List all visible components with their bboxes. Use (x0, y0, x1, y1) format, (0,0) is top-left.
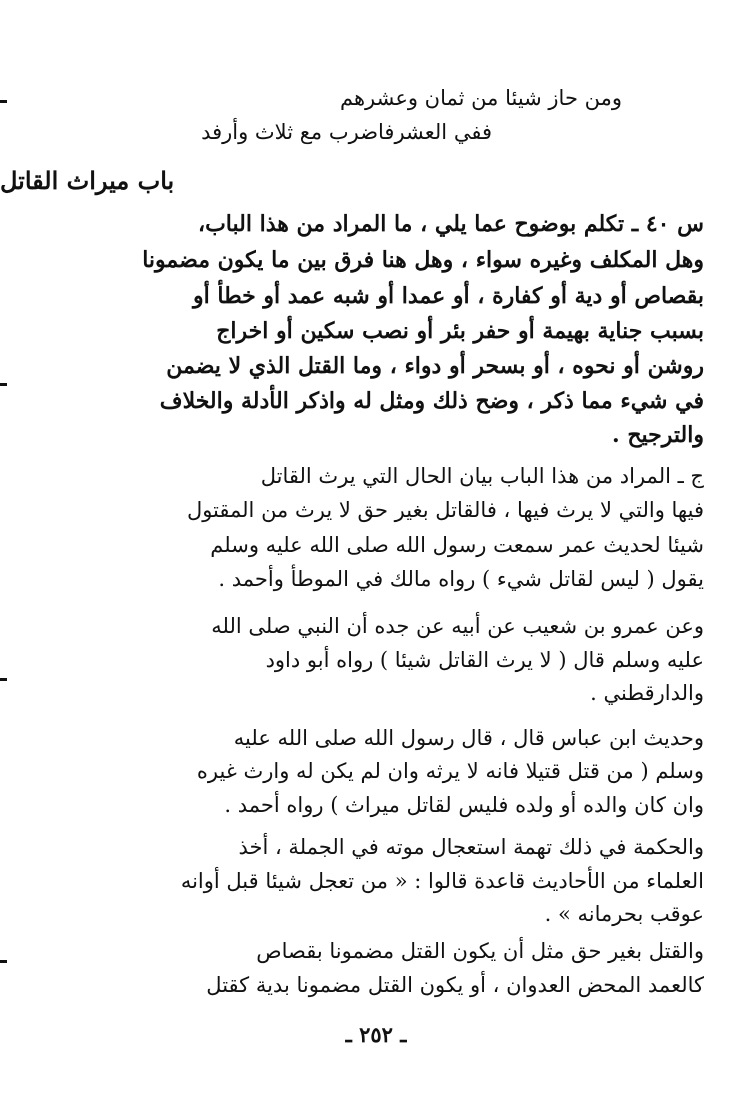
answer-line: كالعمد المحض العدوان ، أو يكون القتل مضمونا بدية كقتل (206, 973, 704, 997)
answer-line: والحكمة في ذلك تهمة استعجال موته في الجملة ، أخذ (238, 835, 704, 859)
answer-line: عوقب بحرمانه » . (544, 902, 704, 926)
margin-mark (0, 383, 7, 386)
poem-line-1: ومن حاز شيئا من ثمان وعشرهم (339, 86, 622, 110)
answer-line: شيئا لحديث عمر سمعت رسول الله صلى الله عليه وسلم (210, 533, 704, 557)
question-line: بقصاص أو دية أو كفارة ، أو عمدا أو شبه عمد أو خطأ أو (192, 283, 704, 309)
section-title: باب ميراث القاتل (0, 166, 175, 195)
question-line: س ٤٠ ـ تكلم بوضوح عما يلي ، ما المراد من هذا الباب، (197, 211, 704, 237)
question-line: والترجيح . (612, 422, 704, 448)
answer-line: والدارقطني . (590, 681, 704, 705)
page-number: ـ ٢٥٢ ـ (345, 1022, 407, 1047)
question-line: في شيء مما ذكر ، وضح ذلك ومثل له واذكر الأدلة والخلاف (159, 388, 704, 414)
margin-mark (0, 960, 7, 963)
answer-line: وعن عمرو بن شعيب عن أبيه عن جده أن النبي صلى الله (211, 614, 704, 638)
poem-line-2: ففي العشرفاضرب مع ثلاث وأرفد (201, 120, 492, 144)
answer-line: ج ـ المراد من هذا الباب بيان الحال التي يرث القاتل (260, 464, 704, 488)
answer-line: وسلم ( من قتل قتيلا فانه لا يرثه وان لم يكن له وارث غيره (196, 759, 704, 783)
answer-line: فيها والتي لا يرث فيها ، فالقاتل بغير حق لا يرث من المقتول (186, 498, 704, 522)
answer-line: يقول ( ليس لقاتل شيء ) رواه مالك في الموطأ وأحمد . (218, 567, 704, 591)
answer-line: عليه وسلم قال ( لا يرث القاتل شيئا ) رواه أبو داود (265, 648, 704, 672)
question-line: وهل المكلف وغيره سواء ، وهل هنا فرق بين ما يكون مضمونا (142, 247, 704, 273)
question-line: روشن أو نحوه ، أو بسحر أو دواء ، وما القتل الذي لا يضمن (166, 353, 704, 379)
answer-line: العلماء من الأحاديث قاعدة قالوا : « من تعجل شيئا قبل أوانه (180, 869, 704, 893)
margin-mark (0, 678, 7, 681)
answer-line: وحديث ابن عباس قال ، قال رسول الله صلى الله عليه (233, 726, 704, 750)
answer-line: وان كان والده أو ولده فليس لقاتل ميراث ) رواه أحمد . (224, 793, 704, 817)
margin-mark (0, 100, 7, 103)
question-line: بسبب جناية بهيمة أو حفر بئر أو نصب سكين أو اخراج (216, 318, 704, 344)
answer-line: والقتل بغير حق مثل أن يكون القتل مضمونا بقصاص (256, 939, 704, 963)
